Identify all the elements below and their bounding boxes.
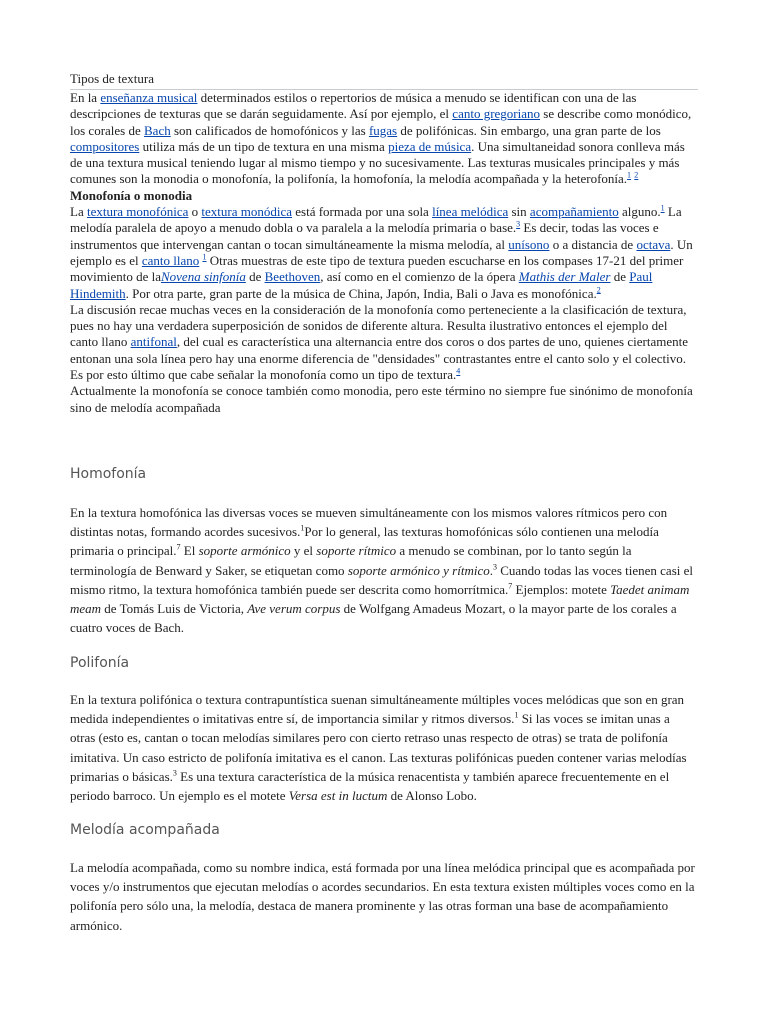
link-textura-monodica[interactable]: textura monódica (201, 204, 293, 220)
text: o a distancia de (549, 236, 637, 252)
link-beethoven[interactable]: Beethoven (264, 269, 321, 285)
reference-link[interactable]: 2 (596, 285, 601, 295)
monofonia-paragraph-2 (70, 302, 698, 383)
section-heading-polifonia: Polifonía (70, 655, 130, 671)
text: , del cual es característica una alternancia entre dos coros o dos partes de uno, quienes ciertamente entonan una sola línea pero hay una enorme diferencia de "densidades" contrastantes entre el canto solo y el colectivo. Es por esto último que cabe señalar la monofonía como un tipo de textura. (70, 334, 688, 383)
reference-number: 1 (300, 523, 305, 533)
italic-title: Versa est in luctum (288, 788, 388, 804)
reference-number: 3 (492, 562, 497, 572)
reference-link[interactable]: 1 (660, 203, 665, 213)
text: En la textura homofónica las diversas voces se mueven simultáneamente con los mismos valores rítmicos pero con distintas notas, formando acordes sucesivos. (70, 505, 668, 540)
page-title: Tipos de textura (70, 70, 698, 90)
link-novena-sinfonia[interactable]: Novena sinfonía (160, 269, 246, 285)
text: Es una textura característica de la música renacentista y también aparece frecuentemente en el periodo barroco. Un ejemplo es el motete (70, 768, 670, 804)
monofonia-paragraph-1 (70, 204, 698, 302)
link-canto-llano[interactable]: canto llano (141, 252, 200, 268)
section-heading-homofonia: Homofonía (70, 466, 147, 482)
text: . Un ejemplo es el (70, 236, 693, 268)
text: de (610, 269, 630, 285)
italic-term: soporte armónico (198, 543, 291, 559)
section-heading-melodia-acompanada: Melodía acompañada (70, 822, 220, 838)
section-heading-monofonia: Monofonía o monodia (70, 187, 193, 203)
text: El (180, 543, 199, 559)
document-page (70, 70, 698, 933)
text: . (489, 562, 493, 578)
link-canto-gregoriano[interactable]: canto gregoriano (452, 106, 541, 122)
reference-link[interactable]: 1 (202, 252, 207, 262)
text: Ejemplos: motete (512, 581, 611, 597)
text: Si las voces se imitan unas a otras (esto es, cantan o tocan melodías similares pero con cierto retraso unas respecto de otras) se trata de polifonía imitativa. Un caso estricto de polifonía imitativa es el canon. Las texturas polifónicas pueden contener varias melodías primarias o básicas. (70, 711, 687, 784)
link-fugas[interactable]: fugas (368, 122, 398, 138)
link-bach[interactable]: Bach (144, 122, 171, 138)
link-octava[interactable]: octava (636, 236, 671, 252)
text: , así como en el comienzo de la ópera (320, 269, 519, 285)
link-mathis-der-maler[interactable]: Mathis der Maler (518, 269, 611, 285)
melodia-paragraph: La melodía acompañada, como su nombre indica, está formada por una línea melódica principal que es acompañada por voces y/o instrumentos que ejecutan melodías o acordes secundarios. En esta textura existen múltiples voces como en la polifonía pero sólo una, la melodía, destaca de manera prominente y las otras forman una base de acompañamiento armónico. (70, 860, 695, 933)
reference-link[interactable]: 1 (627, 171, 632, 181)
text: . Por otra parte, gran parte de la música de China, Japón, India, Bali o Java es monofónica. (125, 285, 597, 301)
monofonia-paragraph-3: Actualmente la monofonía se conoce también como monodia, pero este término no siempre fue sinónimo de monofonía sino de melodía acompañada (70, 383, 693, 415)
text: son calificados de homofónicos y las (170, 122, 369, 138)
text: . Una simultaneidad sonora conlleva más de una textura musical teniendo lugar al mismo tiempo y no sucesivamente. Las texturas musicales principales y más comunes son la monodia o monofonía, la polifonía, la homofonía, la melodía acompañada y la heterofonía. (70, 138, 685, 187)
text: En la textura polifónica o textura contrapuntística suenan simultáneamente múltiples voces melódicas que son en gran medida independientes o imitativas entre sí, de importancia similar y ritmos diversos. (70, 692, 685, 727)
text: Cuando todas las voces tienen casi el mismo ritmo, la textura homofónica también puede ser descrita como homorrítmica. (70, 562, 693, 597)
link-acompanamiento[interactable]: acompañamiento (529, 204, 619, 220)
text: alguno. (618, 204, 661, 220)
text: está formada por una sola (292, 204, 433, 220)
link-linea-melodica[interactable]: línea melódica (432, 204, 509, 220)
link-compositores[interactable]: compositores (70, 138, 140, 154)
reference-number: 3 (172, 768, 177, 778)
text: o (188, 204, 202, 220)
text: Por lo general, las texturas homofónicas sólo contienen una melodía primaria o principal. (70, 524, 659, 559)
text: a menudo se combinan, por lo tanto según la terminología de Benward y Saker, se etiquetan como (70, 543, 632, 578)
text: de polifónicas. Sin embargo, una gran parte de los (397, 122, 661, 138)
text: En la (70, 90, 101, 105)
link-textura-monofonica[interactable]: textura monofónica (86, 204, 189, 220)
reference-link[interactable]: 4 (456, 366, 461, 376)
text: de Tomás Luis de Victoria, (101, 601, 248, 617)
text: La (70, 204, 87, 220)
link-ensenanza-musical[interactable]: enseñanza musical (100, 90, 198, 105)
text: de Alonso Lobo. (387, 788, 477, 804)
text: y el (290, 543, 317, 559)
polifonia-paragraph (70, 690, 698, 805)
text: de (245, 269, 265, 285)
reference-number: 1 (514, 710, 519, 720)
text: Es decir, todas las voces e instrumentos que intervengan cantan o tocan simultáneamente la misma melodía, al (70, 220, 659, 252)
text: se describe como monódico, los corales de (70, 106, 692, 138)
italic-title: Ave verum corpus (247, 601, 341, 617)
text: La discusión recae muchas veces en la consideración de la monofonía como perteneciente a la clasificación de textura, pues no hay una verdadera superposición de sonidos de diferente altura. Resulta ilustrativo entonces el ejemplo del canto llano (70, 301, 687, 350)
homofonia-paragraph (70, 503, 698, 637)
reference-number: 7 (508, 581, 513, 591)
reference-link[interactable]: 2 (634, 171, 639, 181)
text: de Wolfgang Amadeus Mozart, o la mayor parte de los corales a cuatro voces de Bach. (70, 601, 677, 636)
text: La melodía paralela de apoyo a menudo dobla o va paralela a la melodía primaria o base. (70, 204, 682, 236)
text: utiliza más de un tipo de textura en una misma (139, 138, 389, 154)
text: Otras muestras de este tipo de textura pueden escucharse en los compases 17-21 del primer movimiento de la (70, 252, 684, 285)
section-monofonia (70, 188, 698, 204)
italic-term: soporte rítmico (316, 543, 397, 559)
text: sin (508, 204, 530, 220)
link-pieza-de-musica[interactable]: pieza de música (388, 138, 472, 154)
link-paul-hindemith[interactable]: Paul Hindemith (70, 269, 653, 301)
reference-number: 7 (176, 543, 181, 553)
link-unisono[interactable]: unísono (508, 236, 550, 252)
intro-paragraph (70, 90, 698, 188)
italic-title: Taedet animam meam (70, 581, 690, 617)
reference-link[interactable]: 3 (516, 220, 521, 230)
link-antifonal[interactable]: antifonal (130, 334, 177, 350)
text: determinados estilos o repertorios de música a menudo se identifican con una de las descripciones de texturas que se darán seguidamente. Así por ejemplo, el (70, 90, 637, 122)
italic-term: soporte armónico y rítmico (347, 562, 490, 578)
